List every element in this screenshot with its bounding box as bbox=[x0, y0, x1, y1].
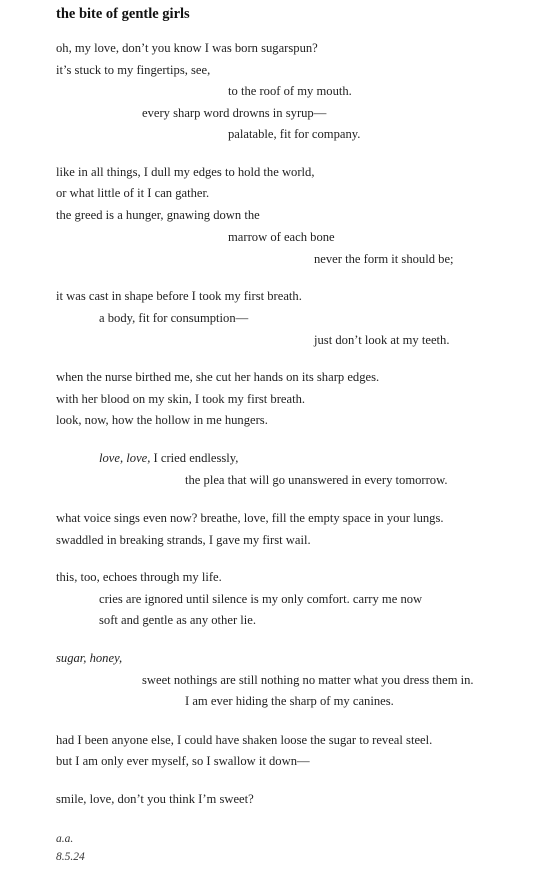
poem-line: cries are ignored until silence is my only comfort. carry me now bbox=[99, 592, 423, 606]
poem-line: sweet nothings are still nothing no matter what you dress them in. bbox=[142, 673, 474, 687]
poem-line: never the form it should be; bbox=[314, 252, 454, 266]
poem-line: like in all things, I dull my edges to hold the world, bbox=[56, 165, 315, 179]
poem-line: what voice sings even now? breathe, love, fill the empty space in your lungs. bbox=[56, 511, 444, 525]
poem-line: look, now, how the hollow in me hungers. bbox=[56, 413, 268, 427]
poem-line: this, too, echoes through my life. bbox=[56, 570, 222, 584]
poem-line: it was cast in shape before I took my first breath. bbox=[56, 289, 302, 303]
poem-line: had I been anyone else, I could have shaken loose the sugar to reveal steel. bbox=[56, 733, 433, 747]
poem-line bbox=[99, 450, 238, 466]
poem-line: soft and gentle as any other lie. bbox=[99, 613, 257, 627]
poem-line: it’s stuck to my fingertips, see, bbox=[56, 63, 211, 77]
poem-italic-line: sugar, honey, bbox=[56, 651, 123, 665]
poem-line: the greed is a hunger, gnawing down the bbox=[56, 208, 260, 222]
poem-line: when the nurse birthed me, she cut her hands on its sharp edges. bbox=[56, 370, 380, 384]
poem-line: with her blood on my skin, I took my first breath. bbox=[56, 392, 306, 406]
poem-line: just don’t look at my teeth. bbox=[314, 333, 450, 347]
poem-date: 8.5.24 bbox=[56, 851, 85, 863]
poem-line: every sharp word drowns in syrup— bbox=[142, 106, 327, 120]
author-signature: a.a. bbox=[56, 833, 74, 845]
poem-title: the bite of gentle girls bbox=[56, 6, 190, 22]
poem-line: oh, my love, don’t you know I was born sugarspun? bbox=[56, 41, 318, 55]
poem-line: to the roof of my mouth. bbox=[228, 84, 352, 98]
poem-line: the plea that will go unanswered in every tomorrow. bbox=[185, 473, 448, 487]
poem-line: marrow of each bone bbox=[228, 230, 335, 244]
poem-line: a body, fit for consumption— bbox=[99, 311, 249, 325]
poem-line: smile, love, don’t you think I’m sweet? bbox=[56, 792, 254, 806]
poem-line-text: I cried endlessly, bbox=[150, 451, 239, 465]
poem-line: but I am only ever myself, so I swallow it down— bbox=[56, 754, 310, 768]
poem-line: or what little of it I can gather. bbox=[56, 186, 210, 200]
poem-line: palatable, fit for company. bbox=[228, 127, 361, 141]
poem-line: swaddled in breaking strands, I gave my first wail. bbox=[56, 533, 311, 547]
poem-italic-phrase: love, love, bbox=[99, 451, 151, 465]
poem-line: I am ever hiding the sharp of my canines. bbox=[185, 694, 394, 708]
